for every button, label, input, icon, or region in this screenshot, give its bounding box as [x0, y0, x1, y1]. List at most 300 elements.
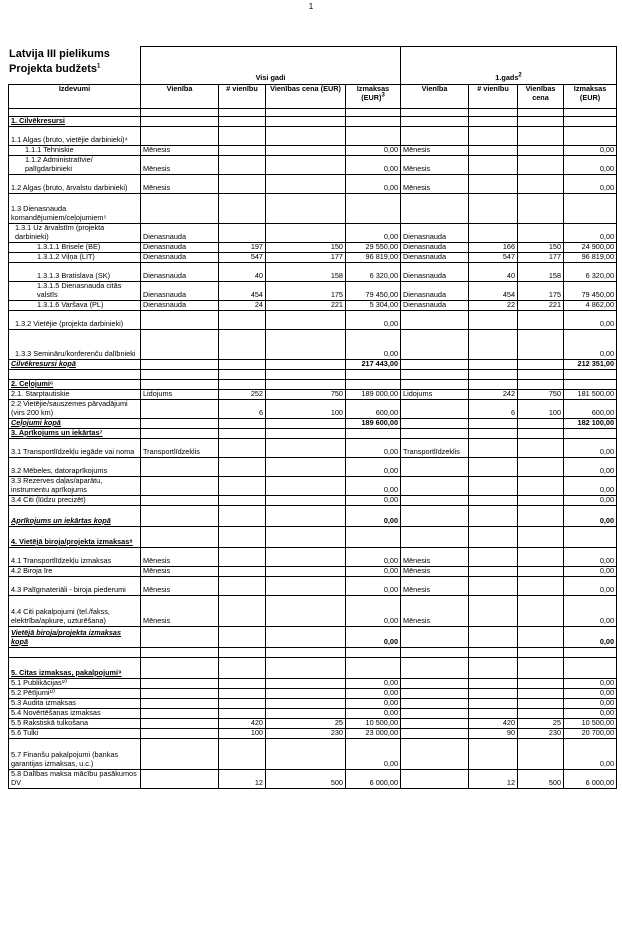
cell-cost: 0,00 — [346, 495, 401, 505]
cell-unit-price-y1 — [518, 438, 564, 457]
cell-description: 5.3 Audita izmaksas — [9, 698, 141, 708]
cell-cost — [346, 369, 401, 379]
cell-cost — [346, 126, 401, 145]
cell-count-y1 — [469, 657, 518, 678]
table-row — [9, 647, 617, 657]
cell-cost: 5 304,00 — [346, 300, 401, 310]
cell-unit-price-y1 — [518, 174, 564, 193]
cell-count: 24 — [219, 300, 266, 310]
table-row — [9, 438, 617, 457]
cell-unit: Mēnesis — [141, 174, 219, 193]
cell-unit-price: 500 — [266, 769, 346, 788]
cell-unit-price-y1 — [518, 428, 564, 438]
cell-count — [219, 145, 266, 155]
table-row — [9, 457, 617, 476]
cell-count — [219, 657, 266, 678]
cell-unit — [141, 678, 219, 688]
cell-cost-y1: 6 000,00 — [564, 769, 617, 788]
cell-unit-price — [266, 329, 346, 359]
cell-description: 1.3 Dienasnauda komandējumiem/ceļojumiem⁵ — [9, 193, 141, 223]
cell-description: 1.3.2 Vietējie (projekta darbinieki) — [9, 310, 141, 329]
cell-unit-price — [266, 428, 346, 438]
cell-unit-y1 — [401, 526, 469, 547]
cell-cost-y1: 600,00 — [564, 399, 617, 418]
cell-cost-y1: 0,00 — [564, 566, 617, 576]
cell-unit-price-y1 — [518, 117, 564, 127]
col-header-count: # vienību — [219, 85, 266, 109]
table-row — [9, 174, 617, 193]
cell-cost: 217 443,00 — [346, 359, 401, 369]
cell-count-y1 — [469, 688, 518, 698]
cell-unit-price-y1 — [518, 698, 564, 708]
cell-description: 5.5 Rakstiskā tulkošana — [9, 718, 141, 728]
cell-count-y1: 547 — [469, 252, 518, 262]
col-header-count-2: # vienību — [469, 85, 518, 109]
cell-cost-y1 — [564, 379, 617, 389]
col-header-unit-2: Vienība — [401, 85, 469, 109]
cell-unit-price-y1 — [518, 359, 564, 369]
cell-count-y1 — [469, 379, 518, 389]
cell-unit-y1 — [401, 708, 469, 718]
cell-count — [219, 418, 266, 428]
cell-count-y1 — [469, 126, 518, 145]
cell-unit-price-y1: 150 — [518, 242, 564, 252]
cell-unit: Dienasnauda — [141, 262, 219, 281]
cell-description: 1.3.1.3 Bratislava (SK) — [9, 262, 141, 281]
cell-unit-price-y1 — [518, 369, 564, 379]
cell-description: 3.2 Mēbeles, datoraprīkojums — [9, 457, 141, 476]
cell-unit: Dienasnauda — [141, 252, 219, 262]
table-row — [9, 657, 617, 678]
cell-unit-price-y1: 158 — [518, 262, 564, 281]
cell-unit-price-y1 — [518, 547, 564, 566]
budget-title-note: 1 — [97, 63, 101, 70]
cell-description: 5.1 Publikācijas¹⁰ — [9, 678, 141, 688]
cell-unit-price-y1 — [518, 495, 564, 505]
cell-unit-y1 — [401, 369, 469, 379]
cell-cost-y1: 0,00 — [564, 438, 617, 457]
cell-count: 40 — [219, 262, 266, 281]
cell-unit-price — [266, 418, 346, 428]
cell-unit-y1 — [401, 505, 469, 526]
cell-unit-price — [266, 223, 346, 242]
cell-unit-y1: Dienasnauda — [401, 223, 469, 242]
cell-unit-y1: Mēnesis — [401, 595, 469, 626]
cell-cost-y1: 0,00 — [564, 145, 617, 155]
cell-unit-price — [266, 576, 346, 595]
cell-count-y1 — [469, 310, 518, 329]
cell-count — [219, 359, 266, 369]
col-header-unit: Vienība — [141, 85, 219, 109]
cell-cost-y1 — [564, 193, 617, 223]
cell-unit-y1: Dienasnauda — [401, 252, 469, 262]
table-row — [9, 145, 617, 155]
cell-unit-y1 — [401, 688, 469, 698]
cell-count — [219, 688, 266, 698]
cell-cost: 0,00 — [346, 310, 401, 329]
table-row — [9, 476, 617, 495]
cell-unit-price — [266, 457, 346, 476]
table-row — [9, 698, 617, 708]
cell-unit-y1 — [401, 117, 469, 127]
cell-unit: Dienasnauda — [141, 281, 219, 300]
cell-unit-price — [266, 379, 346, 389]
cell-cost-y1: 0,00 — [564, 678, 617, 688]
cell-unit-price — [266, 505, 346, 526]
cell-cost: 0,00 — [346, 223, 401, 242]
cell-cost: 0,00 — [346, 626, 401, 647]
cell-unit-y1 — [401, 359, 469, 369]
col-header-expenses: Izdevumi — [9, 85, 141, 109]
column-header-row — [9, 85, 617, 109]
page-number: 1 — [308, 2, 314, 11]
cell-count-y1 — [469, 174, 518, 193]
cell-unit — [141, 310, 219, 329]
table-row — [9, 126, 617, 145]
cell-count — [219, 193, 266, 223]
cell-unit — [141, 647, 219, 657]
cell-unit — [141, 418, 219, 428]
col-header-cost — [346, 85, 401, 109]
cell-count — [219, 223, 266, 242]
cell-count-y1: 420 — [469, 718, 518, 728]
group-header-all-years: Visi gadi — [141, 47, 401, 85]
cell-count-y1 — [469, 223, 518, 242]
cell-unit-price-y1 — [518, 566, 564, 576]
cell-description: 1.1 Algas (bruto, vietējie darbinieki)⁴ — [9, 126, 141, 145]
cell-description: 1.3.3 Semināru/konferenču dalībnieki — [9, 329, 141, 359]
budget-body — [9, 109, 617, 789]
cell-count — [219, 109, 266, 117]
cell-unit-price-y1 — [518, 193, 564, 223]
cell-unit-price — [266, 359, 346, 369]
cell-cost-y1 — [564, 369, 617, 379]
cell-count — [219, 369, 266, 379]
cell-description: 1.3.1.2 Viļņa (LIT) — [9, 252, 141, 262]
cell-cost: 0,00 — [346, 738, 401, 769]
cell-unit-y1 — [401, 718, 469, 728]
cell-unit — [141, 708, 219, 718]
cell-unit — [141, 329, 219, 359]
cell-unit-price-y1 — [518, 647, 564, 657]
cell-count — [219, 566, 266, 576]
cell-unit-price: 100 — [266, 399, 346, 418]
cell-unit-price-y1 — [518, 626, 564, 647]
cell-unit-price-y1: 25 — [518, 718, 564, 728]
cell-unit-y1 — [401, 457, 469, 476]
cell-unit-price: 750 — [266, 389, 346, 399]
cell-description: 4.1 Transportlīdzekļu izmaksas — [9, 547, 141, 566]
cell-description — [9, 647, 141, 657]
cell-description: 4. Vietējā biroja/projekta izmaksas⁸ — [9, 526, 141, 547]
table-row — [9, 399, 617, 418]
cell-cost: 0,00 — [346, 457, 401, 476]
cell-count-y1 — [469, 495, 518, 505]
cell-unit-price-y1 — [518, 145, 564, 155]
title-space — [9, 47, 141, 85]
cell-unit-y1: Mēnesis — [401, 566, 469, 576]
cell-unit-price — [266, 595, 346, 626]
cell-unit: Dienasnauda — [141, 223, 219, 242]
cell-cost: 0,00 — [346, 174, 401, 193]
cell-description: 4.4 Citi pakalpojumi (tel./fakss, elektrība/apkure, uzturēšana) — [9, 595, 141, 626]
cell-unit-price — [266, 708, 346, 718]
cell-unit-y1 — [401, 769, 469, 788]
cell-cost — [346, 109, 401, 117]
cell-unit-price-y1: 221 — [518, 300, 564, 310]
cell-count-y1 — [469, 155, 518, 174]
cell-description: 1.3.1 Uz ārvalstīm (projekta darbinieki) — [9, 223, 141, 242]
cell-count-y1 — [469, 576, 518, 595]
cell-description: 5.6 Tulki — [9, 728, 141, 738]
cell-cost-y1: 212 351,00 — [564, 359, 617, 369]
table-row — [9, 495, 617, 505]
cell-description: 5. Citas izmaksas, pakalpojumi⁹ — [9, 657, 141, 678]
cell-cost-y1: 0,00 — [564, 547, 617, 566]
cell-count-y1: 12 — [469, 769, 518, 788]
cell-count — [219, 647, 266, 657]
cell-unit-price — [266, 174, 346, 193]
cell-cost-y1 — [564, 657, 617, 678]
cell-description: 5.4 Novērtēšanas izmaksas — [9, 708, 141, 718]
cell-unit-price — [266, 678, 346, 688]
cell-unit-y1 — [401, 310, 469, 329]
cell-unit — [141, 769, 219, 788]
cell-cost: 189 000,00 — [346, 389, 401, 399]
cell-count: 252 — [219, 389, 266, 399]
cell-description: 3.1 Transportlīdzekļu iegāde vai noma — [9, 438, 141, 457]
cell-unit-price — [266, 126, 346, 145]
cell-unit-y1 — [401, 626, 469, 647]
cell-cost-y1 — [564, 647, 617, 657]
table-row — [9, 718, 617, 728]
table-row — [9, 223, 617, 242]
cell-count-y1 — [469, 193, 518, 223]
cell-cost — [346, 117, 401, 127]
cell-count-y1 — [469, 438, 518, 457]
cell-cost — [346, 193, 401, 223]
cell-count-y1 — [469, 566, 518, 576]
table-row — [9, 566, 617, 576]
cell-count-y1 — [469, 526, 518, 547]
cell-unit — [141, 126, 219, 145]
cell-unit-price-y1 — [518, 310, 564, 329]
cell-description: 2. Ceļojumi⁶ — [9, 379, 141, 389]
cell-unit-price — [266, 698, 346, 708]
cell-cost: 0,00 — [346, 708, 401, 718]
table-row — [9, 708, 617, 718]
cell-cost-y1: 0,00 — [564, 738, 617, 769]
col-header-cost-note: 3 — [381, 92, 385, 99]
cell-unit-price-y1 — [518, 476, 564, 495]
cell-unit: Mēnesis — [141, 576, 219, 595]
cell-unit-y1 — [401, 109, 469, 117]
cell-cost-y1: 10 500,00 — [564, 718, 617, 728]
cell-cost: 10 500,00 — [346, 718, 401, 728]
col-header-unit-price-2: Vienības cena — [518, 85, 564, 109]
cell-unit: Mēnesis — [141, 595, 219, 626]
cell-unit-price-y1 — [518, 678, 564, 688]
cell-count-y1 — [469, 547, 518, 566]
cell-unit — [141, 626, 219, 647]
cell-count — [219, 505, 266, 526]
cell-cost-y1: 6 320,00 — [564, 262, 617, 281]
cell-unit-price — [266, 145, 346, 155]
cell-unit-price — [266, 688, 346, 698]
cell-cost: 79 450,00 — [346, 281, 401, 300]
budget-table — [8, 46, 617, 789]
cell-unit — [141, 399, 219, 418]
cell-unit-y1: Mēnesis — [401, 547, 469, 566]
cell-cost-y1: 0,00 — [564, 310, 617, 329]
cell-cost-y1: 0,00 — [564, 155, 617, 174]
cell-cost-y1 — [564, 526, 617, 547]
cell-count-y1 — [469, 595, 518, 626]
cell-count — [219, 738, 266, 769]
cell-description: 1. Cilvēkresursi — [9, 117, 141, 127]
cell-cost-y1: 0,00 — [564, 476, 617, 495]
cell-cost-y1: 20 700,00 — [564, 728, 617, 738]
cell-unit-price — [266, 657, 346, 678]
cell-count — [219, 576, 266, 595]
table-row — [9, 242, 617, 252]
cell-count — [219, 678, 266, 688]
cell-cost-y1: 0,00 — [564, 505, 617, 526]
cell-description: Ceļojumi kopā — [9, 418, 141, 428]
cell-count — [219, 547, 266, 566]
cell-unit-price: 175 — [266, 281, 346, 300]
cell-unit-price-y1 — [518, 657, 564, 678]
cell-cost-y1: 79 450,00 — [564, 281, 617, 300]
cell-cost: 6 320,00 — [346, 262, 401, 281]
cell-unit: Dienasnauda — [141, 242, 219, 252]
cell-unit-y1: Dienasnauda — [401, 281, 469, 300]
cell-unit-price — [266, 109, 346, 117]
cell-cost — [346, 647, 401, 657]
cell-unit-y1 — [401, 495, 469, 505]
cell-unit: Mēnesis — [141, 566, 219, 576]
cell-unit: Mēnesis — [141, 145, 219, 155]
table-row — [9, 728, 617, 738]
cell-unit-price-y1 — [518, 379, 564, 389]
table-row — [9, 379, 617, 389]
cell-count-y1: 6 — [469, 399, 518, 418]
cell-unit-price — [266, 526, 346, 547]
cell-unit-y1 — [401, 379, 469, 389]
table-row — [9, 428, 617, 438]
col-header-cost-text: Izmaksas (EUR) — [356, 84, 390, 102]
cell-count-y1: 22 — [469, 300, 518, 310]
cell-cost: 0,00 — [346, 438, 401, 457]
cell-unit-price — [266, 193, 346, 223]
cell-unit-price-y1 — [518, 329, 564, 359]
cell-unit-price — [266, 155, 346, 174]
cell-count-y1: 166 — [469, 242, 518, 252]
cell-unit — [141, 738, 219, 769]
cell-cost: 600,00 — [346, 399, 401, 418]
cell-cost-y1: 0,00 — [564, 698, 617, 708]
cell-count — [219, 438, 266, 457]
table-row — [9, 547, 617, 566]
table-row — [9, 688, 617, 698]
cell-unit — [141, 117, 219, 127]
cell-description: 3.3 Rezerves daļas/aparātu, instrumentu aprīkojums — [9, 476, 141, 495]
table-row — [9, 769, 617, 788]
cell-description: 2.2 Vietējie/sauszemes pārvadājumi (virs 200 km) — [9, 399, 141, 418]
table-row — [9, 155, 617, 174]
cell-unit: Mēnesis — [141, 155, 219, 174]
cell-description — [9, 369, 141, 379]
cell-unit-price: 25 — [266, 718, 346, 728]
cell-unit: Transportlīdzeklis — [141, 438, 219, 457]
cell-description: 1.3.1.1 Brisele (BE) — [9, 242, 141, 252]
cell-description: 4.3 Palīgmateriāli - biroja piederumi — [9, 576, 141, 595]
cell-cost-y1: 0,00 — [564, 595, 617, 626]
cell-unit — [141, 728, 219, 738]
cell-unit-y1: Dienasnauda — [401, 242, 469, 252]
cell-unit: Mēnesis — [141, 547, 219, 566]
cell-unit-price — [266, 495, 346, 505]
table-row — [9, 310, 617, 329]
cell-unit — [141, 526, 219, 547]
cell-cost: 6 000,00 — [346, 769, 401, 788]
cell-cost-y1: 0,00 — [564, 329, 617, 359]
cell-unit-price: 158 — [266, 262, 346, 281]
cell-count: 454 — [219, 281, 266, 300]
col-header-cost-2: Izmaksas (EUR) — [564, 85, 617, 109]
cell-unit-price-y1 — [518, 155, 564, 174]
cell-count: 100 — [219, 728, 266, 738]
cell-cost-y1: 0,00 — [564, 688, 617, 698]
cell-unit-y1 — [401, 193, 469, 223]
cell-unit-y1 — [401, 647, 469, 657]
cell-count-y1 — [469, 698, 518, 708]
cell-unit-price-y1 — [518, 505, 564, 526]
cell-count-y1 — [469, 647, 518, 657]
cell-unit — [141, 476, 219, 495]
table-row — [9, 359, 617, 369]
cell-cost-y1 — [564, 428, 617, 438]
cell-cost: 29 550,00 — [346, 242, 401, 252]
cell-unit-price-y1: 175 — [518, 281, 564, 300]
cell-description: 5.8 Dalības maksa mācību pasākumos DV — [9, 769, 141, 788]
cell-unit-price-y1: 177 — [518, 252, 564, 262]
cell-unit-price — [266, 647, 346, 657]
cell-cost: 0,00 — [346, 145, 401, 155]
cell-unit-price: 150 — [266, 242, 346, 252]
cell-unit-y1 — [401, 738, 469, 769]
cell-unit — [141, 688, 219, 698]
cell-unit-price-y1 — [518, 126, 564, 145]
cell-description: 1.1.2 Administratīvie/ palīgdarbinieki — [9, 155, 141, 174]
cell-cost-y1: 182 100,00 — [564, 418, 617, 428]
cell-unit-price-y1: 230 — [518, 728, 564, 738]
cell-unit: Lidojums — [141, 389, 219, 399]
cell-cost-y1 — [564, 109, 617, 117]
cell-unit-y1 — [401, 418, 469, 428]
cell-description: 2.1. Starptautiskie — [9, 389, 141, 399]
cell-unit-y1: Mēnesis — [401, 145, 469, 155]
cell-cost — [346, 526, 401, 547]
cell-count-y1 — [469, 428, 518, 438]
table-row — [9, 252, 617, 262]
annex-title: Latvija III pielikums — [9, 48, 110, 60]
cell-count — [219, 526, 266, 547]
cell-description: 1.1.1 Tehniskie — [9, 145, 141, 155]
table-row — [9, 193, 617, 223]
table-row — [9, 300, 617, 310]
cell-cost-y1: 181 500,00 — [564, 389, 617, 399]
